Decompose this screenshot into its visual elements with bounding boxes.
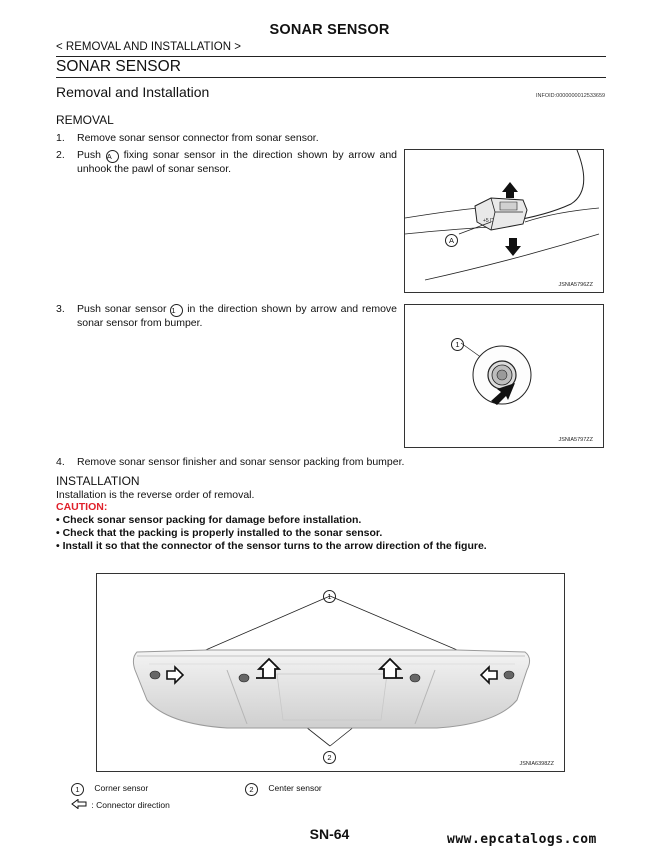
callout-a-label: A <box>445 229 458 247</box>
callout-a-icon: A <box>106 150 119 163</box>
installation-intro: Installation is the reverse order of removal. <box>56 489 255 501</box>
info-id: INFOID:0000000012533659 <box>536 93 606 99</box>
step-text: Push A fixing sonar sensor in the direction shown by arrow and unhook the pawl of sonar sensor. <box>77 149 397 175</box>
legend-corner-sensor: 1 Corner sensor <box>71 783 148 796</box>
caution-bullet-1: • Check sonar sensor packing for damage before installation. <box>56 514 362 526</box>
step-text: Remove sonar sensor connector from sonar sensor. <box>77 132 319 144</box>
step-number: 3. <box>56 303 65 315</box>
removal-heading: REMOVAL <box>56 113 114 127</box>
section-rule <box>56 77 606 78</box>
caution-label: CAUTION: <box>56 501 108 513</box>
removal-step-1 <box>56 132 401 146</box>
callout-1-label: 1 <box>323 585 336 603</box>
sub-title: Removal and Installation <box>56 84 210 100</box>
legend-center-sensor: 2 Center sensor <box>245 783 322 796</box>
step-number: 2. <box>56 149 65 161</box>
sensor-center-left <box>239 674 249 682</box>
removal-step-2 <box>56 149 401 177</box>
bumper-sensor-diagram <box>405 150 603 292</box>
removal-step-4 <box>56 456 456 470</box>
header-rule <box>56 56 606 57</box>
caution-bullet-2: • Check that the packing is properly installed to the sonar sensor. <box>56 527 383 539</box>
section-title: SONAR SENSOR <box>56 58 181 75</box>
step-number: 1. <box>56 132 65 144</box>
breadcrumb: < REMOVAL AND INSTALLATION > <box>56 41 241 53</box>
figure-bumper-sensors <box>96 573 565 772</box>
page-number: SN-64 <box>309 826 350 842</box>
callout-2-label: 2 <box>323 746 336 764</box>
legend-connector-direction: : Connector direction <box>71 799 170 810</box>
legend-1-icon: 1 <box>71 783 84 796</box>
connector-arrow-icon <box>71 799 87 809</box>
step-text: Remove sonar sensor finisher and sonar sensor packing from bumper. <box>77 456 405 468</box>
figure-pawl-release <box>404 149 604 293</box>
figure-id: JSNIA5797ZZ <box>558 437 593 443</box>
legend-2-icon: 2 <box>245 783 258 796</box>
callout-1-label: 1 <box>451 333 464 351</box>
sensor-corner-left <box>150 671 160 679</box>
step-number: 4. <box>56 456 65 468</box>
sensor-corner-right <box>504 671 514 679</box>
callout-1-icon: 1 <box>170 304 183 317</box>
page-title: SONAR SENSOR <box>269 22 390 38</box>
arrow-up-icon <box>502 182 518 198</box>
rear-bumper-diagram <box>97 574 564 771</box>
figure-id: JSNIA6398ZZ <box>519 761 554 767</box>
installation-heading: INSTALLATION <box>56 474 140 488</box>
figure-id: JSNIA5796ZZ <box>558 282 593 288</box>
sensor-center-right <box>410 674 420 682</box>
watermark: www.epcatalogs.com <box>447 832 597 847</box>
sensor-push-diagram <box>405 305 603 447</box>
arrow-down-icon <box>505 238 521 256</box>
removal-step-3 <box>56 303 401 331</box>
svg-text:+5 D: +5 D <box>483 218 494 224</box>
figure-sensor-push <box>404 304 604 448</box>
caution-bullet-3: • Install it so that the connector of the sensor turns to the arrow direction of the figure. <box>56 540 487 552</box>
step-text: Push sonar sensor 1 in the direction shown by arrow and remove sonar sensor from bumper. <box>77 303 398 329</box>
